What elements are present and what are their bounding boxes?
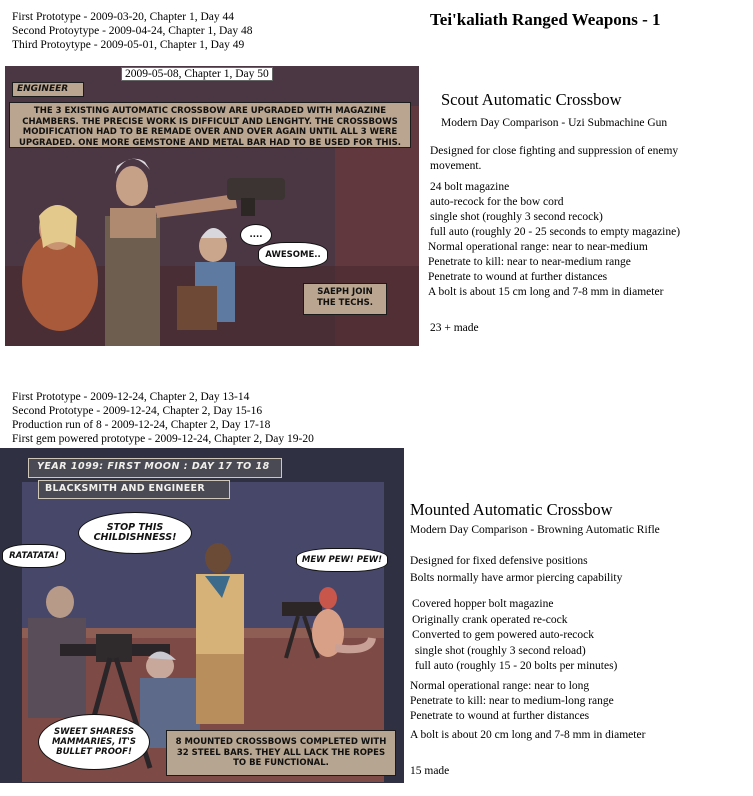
mounted-spec-1: Covered hopper bolt magazine (412, 598, 554, 610)
mounted-spec-3: Converted to gem powered auto-recock (412, 629, 595, 641)
mounted-comparison: Modern Day Comparison - Browning Automatic Rifle (410, 524, 660, 536)
mounted-made-count: 15 made (410, 765, 450, 777)
scout-design (430, 144, 678, 174)
scout-spec-7: Penetrate to wound at further distances (428, 271, 608, 283)
scout-bubble-awesome: AWESOME.. (258, 242, 328, 268)
mounted-design-line-1: Designed for fixed defensive positions (410, 555, 588, 567)
mounted-spec-8: Penetrate to wound at further distances (410, 710, 590, 722)
scout-design-line-1: Designed for close fighting and suppression of enemy (430, 145, 679, 157)
mounted-bubble-ratatata: RATATATA! (2, 544, 66, 568)
mounted-spec-7: Penetrate to kill: near to medium-long range (410, 695, 614, 707)
mounted-blacksmith-label: BLACKSMITH AND ENGINEER (38, 480, 230, 499)
page-title: Tei'kaliath Ranged Weapons - 1 (430, 10, 661, 29)
mounted-bubble-mew: MEW PEW! PEW! (296, 548, 388, 572)
mounted-prototype-list (12, 390, 314, 446)
mounted-spec-4: single shot (roughly 3 second reload) (412, 644, 586, 657)
scout-design-line-2: movement. (430, 160, 482, 172)
scout-prototype-list (12, 10, 253, 52)
mounted-design (410, 553, 622, 587)
scout-spec-5: Normal operational range: near to near-medium (428, 241, 648, 253)
scout-spec-2: auto-recock for the bow cord (430, 196, 564, 208)
mounted-bubble-sweet: SWEET SHARESS MAMMARIES, IT'S BULLET PROOF! (38, 714, 150, 770)
scout-prototype-2: Second Protoytype - 2009-04-24, Chapter 1, Day 48 (12, 25, 253, 37)
mounted-comic-panel (0, 448, 404, 783)
scout-spec-6: Penetrate to kill: near to near-medium range (428, 256, 631, 268)
scout-bubble-dots: .... (240, 224, 272, 246)
mounted-spec-5: full auto (roughly 15 - 20 bolts per minutes) (412, 660, 618, 672)
scout-engineer-label: ENGINEER (12, 82, 84, 97)
scout-weapon-name: Scout Automatic Crossbow (441, 90, 622, 109)
mounted-year-caption: YEAR 1099: FIRST MOON : DAY 17 TO 18 (28, 458, 282, 478)
scout-specs (430, 180, 680, 300)
mounted-spec-2: Originally crank operated re-cock (412, 613, 568, 626)
mounted-spec-6: Normal operational range: near to long (410, 680, 590, 692)
mounted-bubble-stop: STOP THIS CHILDISHNESS! (78, 512, 192, 554)
mounted-prototype-1: First Prototype - 2009-12-24, Chapter 2, Day 13-14 (12, 391, 250, 403)
scout-caption-text: THE 3 EXISTING AUTOMATIC CROSSBOW ARE UPGRADED WITH MAGAZINE CHAMBERS. THE PRECISE WORK IS DIFFICULT AND LENGHTY. THE CROSSBOWS MODIFICATION HAD TO BE REMADE OVER AND OVER AGAIN UNTIL ALL 3 WERE UPGRADED. ONE MORE GEMSTONE AND METAL BAR HAD TO BE USED FOR THIS. (9, 102, 411, 148)
mounted-prototype-2: Second Prototype - 2009-12-24, Chapter 2, Day 15-16 (12, 405, 263, 417)
scout-spec-8: A bolt is about 15 cm long and 7-8 mm in diameter (428, 286, 664, 298)
mounted-design-line-2: Bolts normally have armor piercing capability (410, 572, 623, 584)
scout-panel-date: 2009-05-08, Chapter 1, Day 50 (121, 67, 273, 81)
scout-spec-1: 24 bolt magazine (430, 181, 510, 193)
scout-comic-panel (5, 66, 419, 346)
mounted-specs-a (412, 597, 617, 675)
mounted-prototype-3: Production run of 8 - 2009-12-24, Chapter 2, Day 17-18 (12, 419, 271, 431)
mounted-caption-bottom: 8 MOUNTED CROSSBOWS COMPLETED WITH 32 STEEL BARS. THEY ALL LACK THE ROPES TO BE FUNCTIONAL. (166, 730, 396, 776)
scout-spec-4: full auto (roughly 20 - 25 seconds to empty magazine) (430, 226, 681, 238)
scout-prototype-1: First Prototype - 2009-03-20, Chapter 1, Day 44 (12, 11, 234, 23)
scout-caption-bottom: SAEPH JOIN THE TECHS. (303, 283, 387, 315)
scout-comparison: Modern Day Comparison - Uzi Submachine Gun (441, 117, 668, 129)
scout-spec-3: single shot (roughly 3 second recock) (430, 211, 603, 223)
mounted-specs-b (410, 679, 614, 724)
scout-made-count: 23 + made (430, 322, 479, 334)
mounted-prototype-4: First gem powered prototype - 2009-12-24, Chapter 2, Day 19-20 (12, 433, 314, 445)
mounted-weapon-name: Mounted Automatic Crossbow (410, 500, 613, 519)
scout-prototype-3: Third Protoytype - 2009-05-01, Chapter 1, Day 49 (12, 39, 245, 51)
mounted-bolt-size: A bolt is about 20 cm long and 7-8 mm in diameter (410, 729, 646, 741)
